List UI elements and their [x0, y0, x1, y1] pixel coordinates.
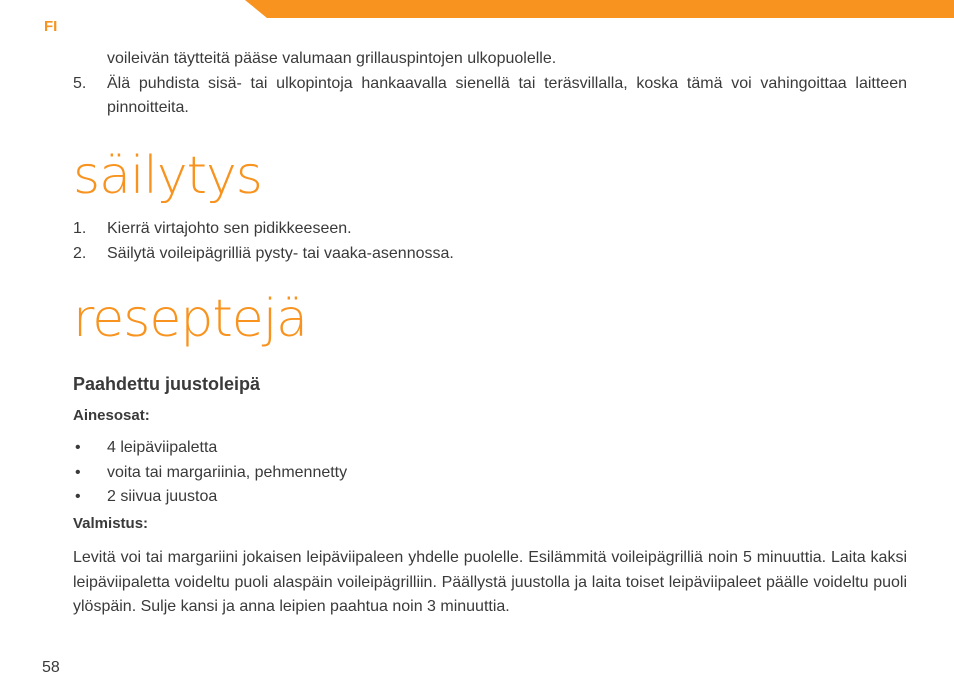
list-text: Säilytä voileipägrilliä pysty- tai vaaka-asennossa. [107, 244, 454, 262]
recipe-title: Paahdettu juustoleipä [73, 374, 261, 394]
bullet-icon: • [75, 439, 81, 456]
list-text: Älä puhdista sisä- tai ulkopintoja hankaavalla sienellä tai teräsvillalla, koska tämä voi vahingoittaa laitteen pinnoitteita. [107, 74, 907, 116]
bullet-icon: • [75, 488, 81, 505]
section-title-recipes: reseptejä [73, 289, 308, 349]
ingredients-label-wrap [73, 407, 907, 424]
list-item [73, 436, 907, 461]
list-item [73, 72, 907, 121]
recipes-section [73, 289, 907, 349]
ingredient-text: voita tai margariinia, pehmennetty [107, 463, 348, 481]
preparation-label: Valmistus: [73, 515, 149, 532]
header-accent-bar [245, 0, 954, 18]
language-label: FI [44, 18, 58, 35]
recipe-title-wrap [73, 374, 907, 395]
ingredients-list-wrap [73, 436, 907, 510]
list-number: 1. [73, 220, 87, 237]
ingredients-label: Ainesosat: [73, 407, 150, 424]
ingredient-text: 4 leipäviipaletta [107, 439, 218, 456]
storage-list-wrap [73, 217, 907, 266]
list-text: Kierrä virtajohto sen pidikkeeseen. [107, 220, 352, 237]
list-item [73, 485, 907, 510]
list-number: 5. [73, 74, 87, 92]
preparation-text: Levitä voi tai margariini jokaisen leipäviipaleen yhdelle puolelle. Esilämmitä voileipägrilliä noin 5 minuuttia. Laita kaksi leipäviipaletta voideltu puoli alaspäin voileipägrilliin. Päällystä juustolla ja laita toiset leipäviipaleet päälle voideltu puoli ylöspäin. Sulje kansi ja anna leipien paahtua noin 3 minuuttia. [73, 549, 907, 615]
continued-text: voileivän täytteitä pääse valumaan grillauspintojen ulkopuolelle. [107, 50, 557, 67]
storage-list [73, 217, 907, 266]
list-number: 2. [73, 244, 87, 262]
preparation-label-wrap [73, 515, 907, 532]
list-item [73, 217, 907, 242]
preparation-wrap [73, 546, 907, 620]
list-item [73, 461, 907, 486]
section-title-storage: säilytys [73, 146, 262, 206]
bullet-icon: • [75, 463, 81, 481]
page-number: 58 [42, 659, 60, 676]
list-item [73, 242, 907, 267]
ingredient-text: 2 siivua juustoa [107, 488, 218, 505]
storage-section [73, 146, 907, 206]
cleaning-list [73, 72, 907, 121]
cleaning-continued [73, 47, 907, 121]
ingredients-list [73, 436, 907, 510]
